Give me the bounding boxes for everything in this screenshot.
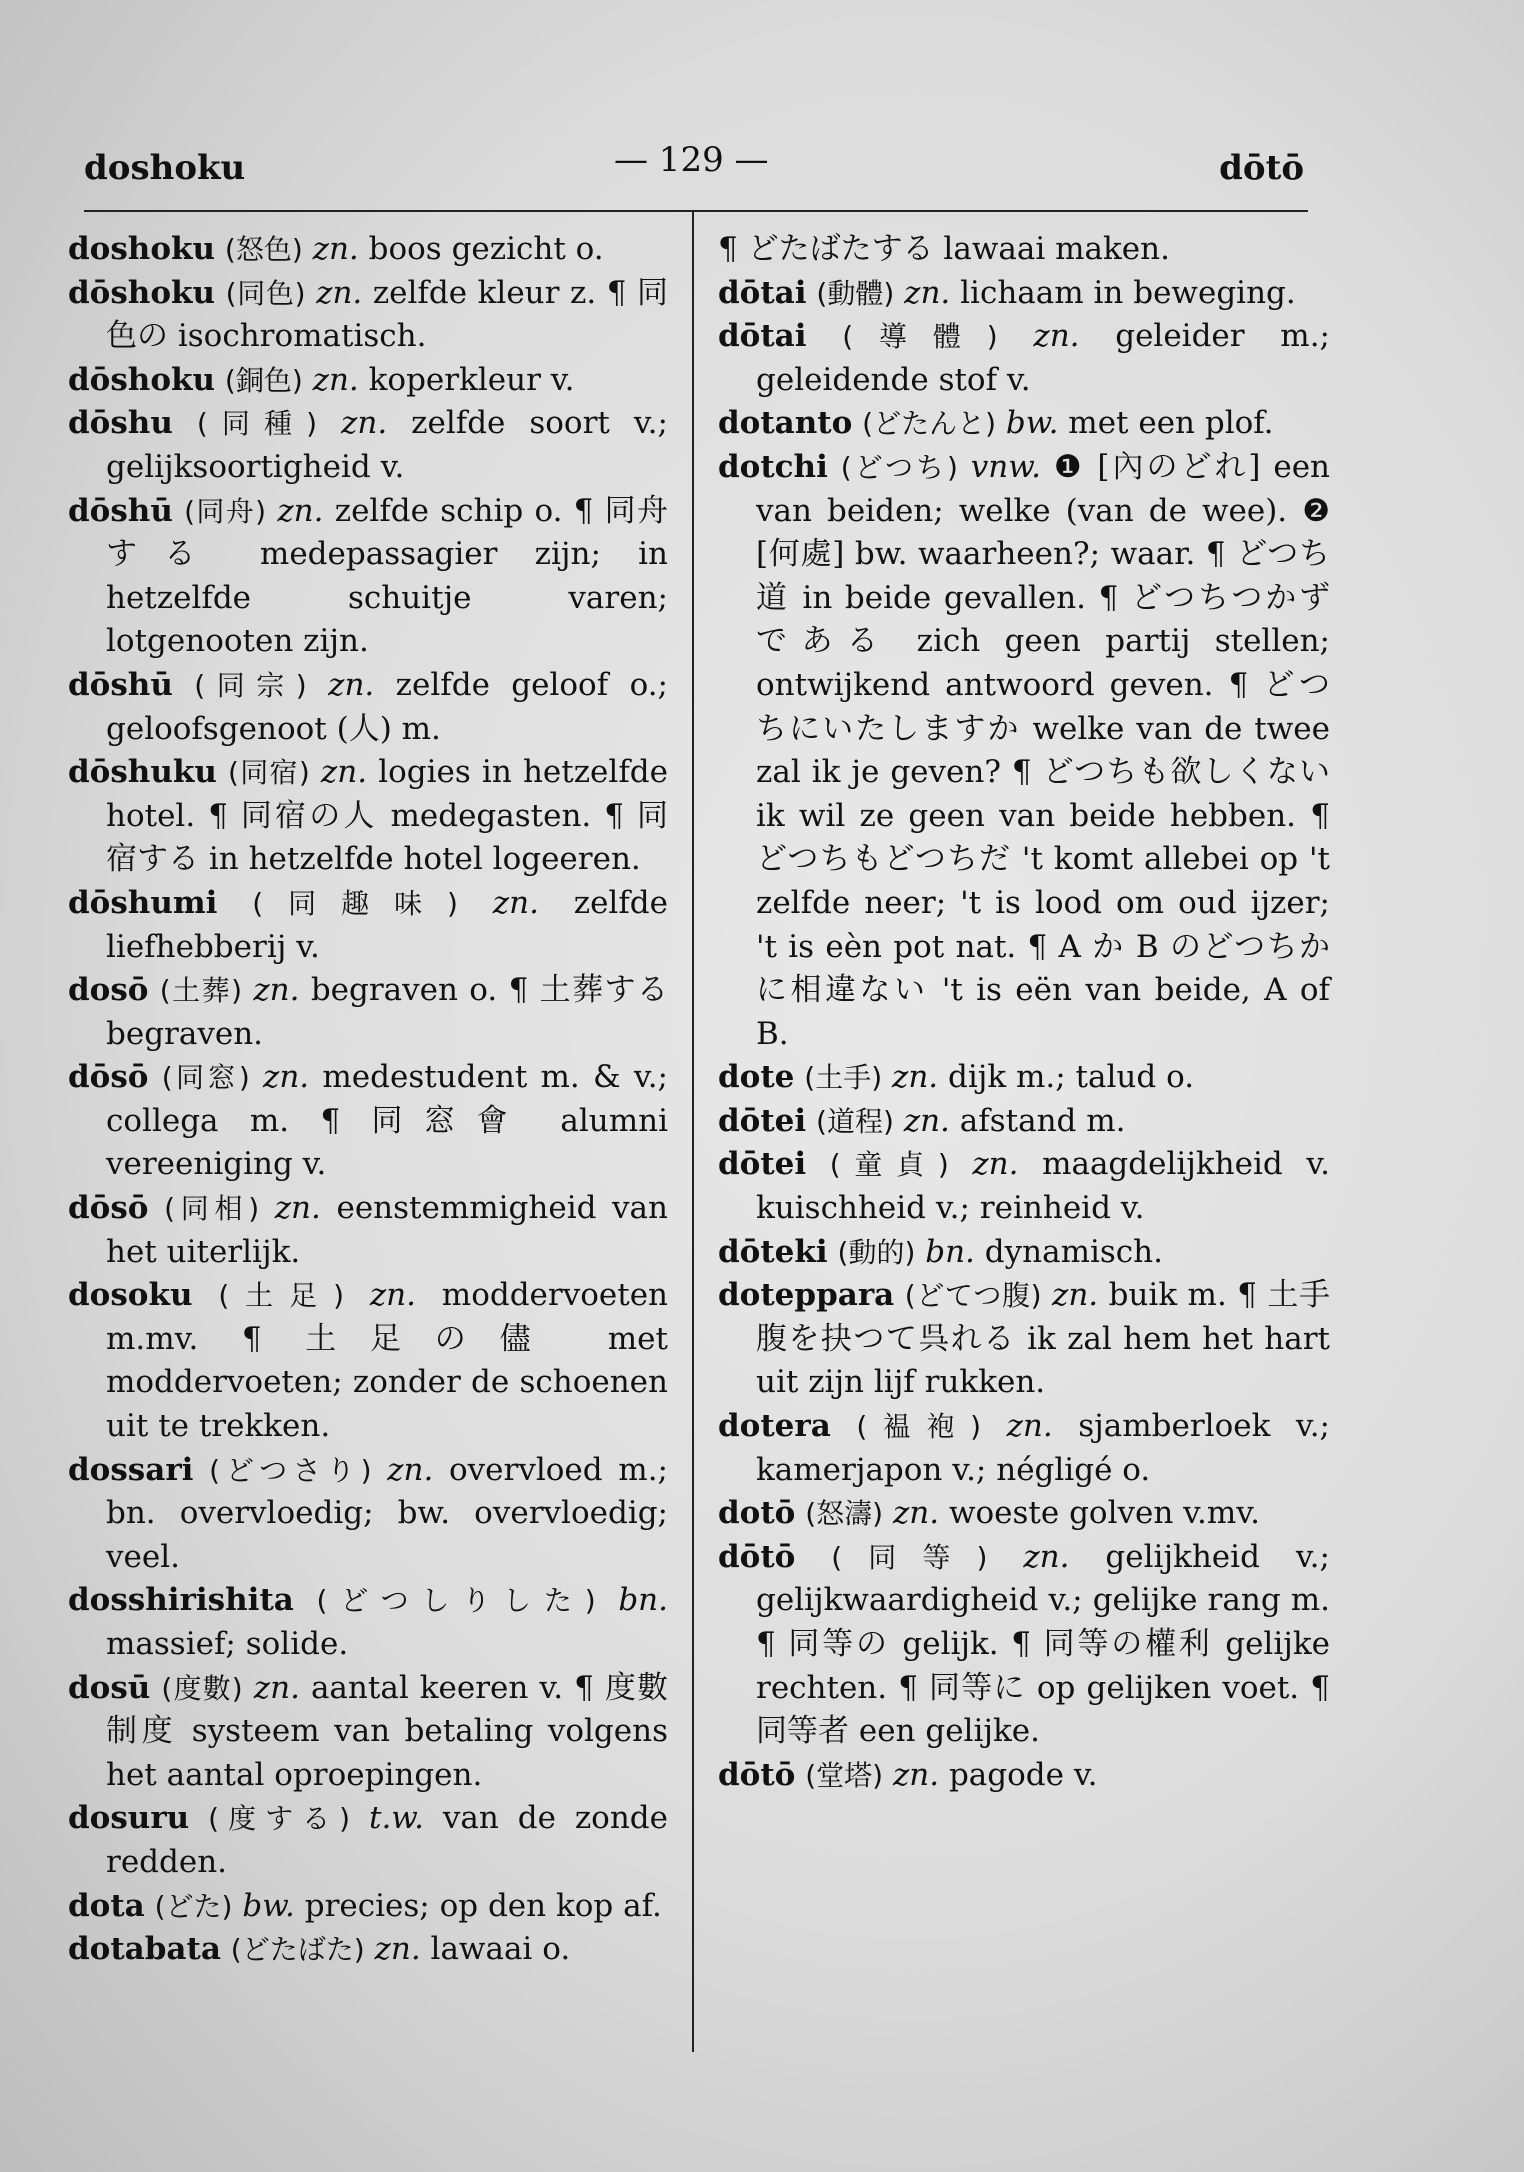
definition: buik m. ¶ 土手腹を抉つて呉れる ik zal hem het hart uit zijn lijf rukken. (756, 1277, 1331, 1401)
definition: lawaai o. (430, 1931, 571, 1968)
definition: dijk m.; talud o. (948, 1059, 1195, 1096)
dictionary-entry (68, 1449, 668, 1580)
part-of-speech: bw. (242, 1887, 295, 1924)
definition: sjamberloek v.; kamerjapon v.; négligé o. (756, 1408, 1330, 1488)
headword: dōshū (68, 492, 173, 529)
headword: dosshirishita (68, 1582, 294, 1619)
entry-kanji: (褞袍) (856, 1410, 982, 1444)
entry-kanji: (道程) (816, 1104, 894, 1138)
definition: lichaam in beweging. (960, 274, 1296, 311)
definition: zelfde liefhebberij v. (106, 884, 668, 965)
part-of-speech: zn. (892, 1495, 940, 1532)
headword: dōshū (68, 666, 173, 703)
entry-kanji: (同相) (164, 1192, 260, 1226)
headword: dōshoku (68, 274, 216, 311)
entry-kanji: (堂塔) (805, 1758, 884, 1792)
entry-kanji: (同窓) (161, 1061, 250, 1095)
headword: dotanto (718, 405, 853, 442)
definition: van de zonde redden. (106, 1800, 668, 1880)
part-of-speech: zn. (328, 666, 375, 703)
definition: dynamisch. (984, 1233, 1163, 1270)
headword: dōtō (718, 1756, 796, 1793)
headword: dota (68, 1887, 145, 1924)
part-of-speech: zn. (903, 1102, 950, 1139)
headword: dote (718, 1059, 795, 1096)
headword: dotera (718, 1408, 831, 1445)
headword: dōtō (718, 1538, 796, 1575)
definition: zelfde schip o. ¶ 同舟する medepassagier zijn; in hetzelfde schuitje varen; lotgenooten zijn. (106, 492, 668, 660)
dictionary-entry (718, 1100, 1330, 1144)
headword: dōshuku (68, 754, 217, 791)
part-of-speech: zn. (904, 274, 951, 311)
part-of-speech: zn. (972, 1146, 1019, 1183)
part-of-speech: vnw. (970, 448, 1041, 485)
part-of-speech: zn. (277, 492, 324, 529)
entry-kanji: (同等) (831, 1540, 988, 1574)
dictionary-entry (718, 1143, 1330, 1230)
dictionary-entry (718, 1492, 1330, 1536)
dictionary-entry (718, 1274, 1330, 1405)
headword: dosō (68, 972, 149, 1009)
entry-kanji: (どつち) (840, 450, 958, 484)
part-of-speech: zn. (274, 1190, 321, 1227)
definition: aantal keeren v. ¶ 度數制度 systeem van betaling volgens het aantal oproepingen. (106, 1669, 669, 1793)
definition: koperkleur v. (368, 361, 575, 398)
part-of-speech: zn. (892, 1756, 940, 1793)
dictionary-entry (718, 1056, 1330, 1100)
dictionary-entry (68, 490, 668, 664)
dictionary-entry (718, 272, 1330, 316)
definition: geleider m.; geleidende stof v. (756, 318, 1330, 398)
headword: doshoku (68, 231, 216, 267)
entry-kanji: (同舟) (184, 494, 267, 528)
entry-kanji: (土葬) (159, 974, 243, 1008)
entry-kanji: (どたばた) (230, 1933, 365, 1967)
headword: dōteki (718, 1233, 828, 1270)
dictionary-entry (68, 1187, 668, 1274)
dictionary-entry (718, 402, 1330, 446)
dictionary-entry (68, 359, 668, 403)
dictionary-entry (68, 1579, 668, 1666)
entry-kanji: (同宿) (228, 756, 310, 790)
definition: precies; op den kop af. (304, 1887, 662, 1924)
definition: begraven o. ¶ 土葬する begraven. (106, 972, 668, 1052)
headword: dōshoku (68, 361, 216, 398)
part-of-speech: zn. (312, 361, 359, 398)
entry-kanji: (銅色) (224, 363, 303, 397)
part-of-speech: zn. (369, 1277, 416, 1314)
definition: maagdelijkheid v. kuischheid v.; reinheid v. (756, 1146, 1331, 1227)
headword: dōtei (718, 1146, 807, 1183)
definition: boos gezicht o. (368, 231, 604, 267)
entry-kanji: (どた) (154, 1889, 233, 1923)
entry-kanji: (動體) (816, 276, 895, 310)
entry-kanji: (度數) (161, 1671, 243, 1705)
entry-kanji: (怒濤) (805, 1497, 884, 1531)
definition: zelfde soort v.; gelijksoortigheid v. (106, 405, 668, 485)
definition: pagode v. (948, 1756, 1098, 1793)
part-of-speech: zn. (1051, 1277, 1099, 1314)
dictionary-entry (718, 228, 1330, 272)
part-of-speech: zn. (1023, 1538, 1070, 1575)
entry-kanji: (童貞) (829, 1148, 949, 1182)
dictionary-entry (68, 882, 668, 969)
entry-kanji: (同色) (225, 276, 306, 310)
dictionary-entry (718, 446, 1330, 1056)
dictionary-entry (68, 272, 668, 359)
dictionary-entry (68, 664, 668, 751)
entry-kanji: (どたんと) (862, 407, 997, 441)
dictionary-entry (718, 315, 1330, 402)
headword: dōshu (68, 405, 173, 442)
entry-kanji: (土足) (218, 1279, 345, 1313)
dictionary-entry (68, 402, 668, 489)
entry-kanji: (怒色) (224, 233, 303, 266)
part-of-speech: zn. (387, 1451, 434, 1488)
headword: dosū (68, 1669, 151, 1706)
headword: dotō (718, 1495, 796, 1532)
part-of-speech: zn. (312, 231, 359, 267)
dictionary-entry (718, 1536, 1330, 1754)
entry-kanji: (同種) (196, 407, 318, 441)
part-of-speech: t.w. (368, 1800, 425, 1837)
headword: doteppara (718, 1277, 895, 1314)
definition: moddervoeten m.mv. ¶ 土足の儘 met moddervoeten; zonder de schoenen uit te trekken. (106, 1277, 668, 1445)
entry-kanji: (同宗) (194, 668, 307, 702)
part-of-speech: zn. (1033, 318, 1080, 355)
part-of-speech: zn. (253, 1669, 300, 1706)
dictionary-entry (68, 1274, 668, 1448)
part-of-speech: zn. (374, 1931, 421, 1968)
part-of-speech: bn. (618, 1582, 668, 1619)
dictionary-entry (718, 1754, 1330, 1798)
page-header (84, 140, 1304, 200)
headword: dotchi (718, 448, 828, 485)
header-rule (84, 210, 1308, 212)
definition: massief; solide. (106, 1626, 349, 1662)
entry-kanji: (度する) (208, 1802, 351, 1836)
headword: dosoku (68, 1277, 193, 1314)
dictionary-entry (68, 969, 668, 1056)
dictionary-entry (68, 1797, 668, 1884)
headword: dōshumi (68, 884, 218, 921)
definition: zelfde kleur z. ¶ 同色の isochromatisch. (106, 274, 669, 355)
headword: dōtei (718, 1102, 807, 1139)
headword: dotabata (68, 1931, 221, 1968)
dictionary-entry (68, 1885, 668, 1929)
dictionary-entry (68, 1928, 668, 1972)
dictionary-entry (718, 1405, 1330, 1492)
dictionary-entry (68, 228, 668, 272)
definition: ¶ どたばたする lawaai maken. (718, 231, 1170, 267)
definition: woeste golven v.mv. (948, 1495, 1260, 1532)
definition: gelijkheid v.; gelijkwaardigheid v.; gelijke rang m. ¶ 同等の gelijk. ¶ 同等の權利 gelijke rechten. ¶ 同等に op gelijken voet. ¶ 同等者 een gelijke. (756, 1538, 1330, 1750)
dictionary-entry (68, 1667, 668, 1798)
headword: dōtai (718, 274, 807, 311)
definition: met een plof. (1068, 405, 1274, 442)
definition: medestudent m. & v.; collega m. ¶ 同窓會 alumni vereeniging v. (106, 1059, 668, 1183)
page-number: — 129 — (614, 140, 769, 180)
entry-kanji: (どつさり) (209, 1453, 372, 1487)
part-of-speech: zn. (341, 405, 388, 442)
part-of-speech: bn. (925, 1233, 975, 1270)
part-of-speech: zn. (320, 754, 368, 791)
dictionary-entry (718, 1231, 1330, 1275)
definition: eenstemmigheid van het uiterlijk. (106, 1190, 669, 1270)
dictionary-entry (68, 751, 668, 882)
entry-kanji: (動的) (837, 1235, 916, 1269)
entry-kanji: (どてつ腹) (904, 1279, 1042, 1313)
entry-kanji: (どつしりした) (316, 1584, 596, 1618)
part-of-speech: zn. (263, 1059, 310, 1096)
part-of-speech: zn. (253, 972, 300, 1009)
part-of-speech: zn. (316, 274, 363, 311)
left-column (68, 228, 668, 1972)
part-of-speech: zn. (492, 884, 539, 921)
definition: zelfde geloof o.; geloofsgenoot (人) m. (106, 666, 668, 747)
dictionary-entry (68, 1056, 668, 1187)
header-right-guide-word: dōtō (1219, 148, 1304, 188)
part-of-speech: zn. (891, 1059, 939, 1096)
definition: logies in hetzelfde hotel. ¶ 同宿の人 medegasten. ¶ 同宿する in hetzelfde hotel logeeren. (106, 754, 668, 878)
headword: dossari (68, 1451, 194, 1488)
header-left-guide-word: doshoku (84, 148, 246, 188)
column-divider (692, 212, 694, 2052)
right-column (718, 228, 1330, 1797)
headword: dōsō (68, 1059, 149, 1096)
entry-kanji: (同趣味) (252, 886, 458, 920)
definition: afstand m. (959, 1102, 1126, 1139)
entry-kanji: (土手) (804, 1061, 883, 1095)
definition: overvloed m.; bn. overvloedig; bw. overvloedig; veel. (106, 1451, 668, 1575)
headword: dōtai (718, 318, 807, 355)
entry-kanji: (導體) (842, 320, 998, 354)
part-of-speech: bw. (1005, 405, 1059, 442)
headword: dosuru (68, 1800, 190, 1837)
headword: dōsō (68, 1190, 149, 1227)
definition: ❶ [內のどれ] een van beiden; welke (van de wee). ❷ [何處] bw. waarheen?; waar. ¶ どつち道 in beide gevallen. ¶ どつちつかずである zich geen partij stellen; ontwijkend antwoord geven. ¶ どつちにいたしますか welke van de twee zal ik je geven? ¶ どつちも欲しくない ik wil ze geen van beide hebben. ¶ どつちもどつちだ 't komt allebei op 't zelfde neer; 't is lood om oud ijzer; 't is eèn pot nat. ¶ A か B のどつちかに相違ない 't is eën van beide, A of B. (756, 448, 1331, 1052)
part-of-speech: zn. (1006, 1408, 1053, 1445)
